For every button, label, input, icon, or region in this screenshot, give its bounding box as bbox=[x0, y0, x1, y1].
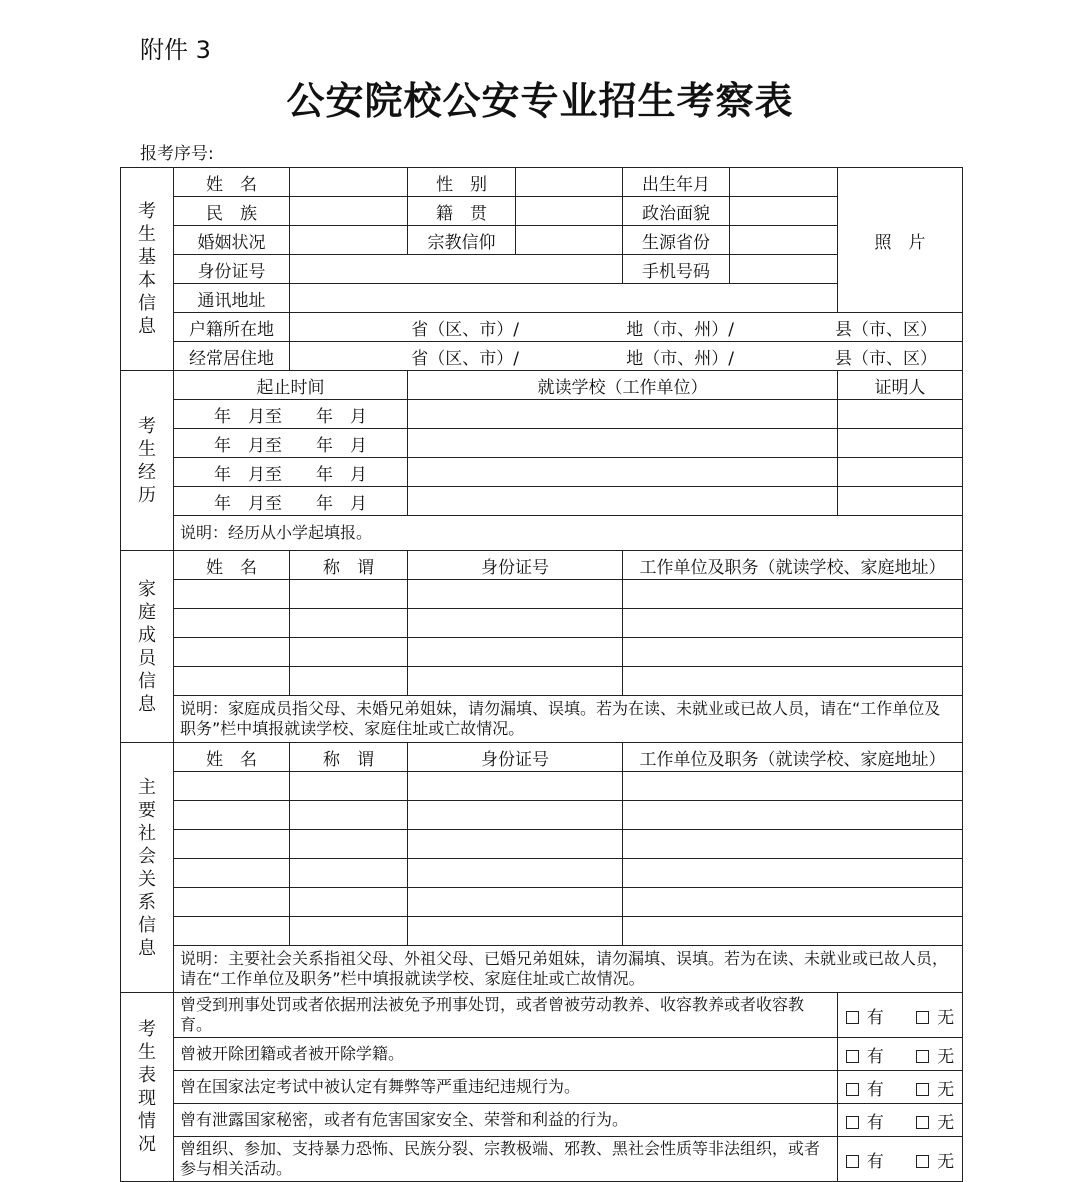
addr-county: 县（市、区） bbox=[835, 319, 937, 340]
phone-label: 手机号码 bbox=[623, 255, 730, 284]
social-work-field[interactable] bbox=[623, 830, 963, 859]
family-relation-field[interactable] bbox=[290, 609, 408, 638]
yes-checkbox[interactable]: 有 bbox=[846, 1042, 884, 1067]
col-time: 起止时间 bbox=[174, 371, 408, 400]
social-col-relation: 称 谓 bbox=[290, 743, 408, 772]
school-field[interactable] bbox=[408, 487, 838, 516]
family-row bbox=[121, 580, 963, 609]
social-work-field[interactable] bbox=[623, 859, 963, 888]
yes-checkbox[interactable]: 有 bbox=[846, 1147, 884, 1172]
date-range[interactable]: 年 月至 年 月 bbox=[174, 487, 408, 516]
social-id-field[interactable] bbox=[408, 917, 623, 946]
experience-row bbox=[121, 487, 963, 516]
yes-no-choice bbox=[838, 993, 963, 1038]
social-col-name: 姓 名 bbox=[174, 743, 290, 772]
social-relation-field[interactable] bbox=[290, 888, 408, 917]
attachment-label: 附件 3 bbox=[140, 36, 211, 64]
social-id-field[interactable] bbox=[408, 830, 623, 859]
social-name-field[interactable] bbox=[174, 888, 290, 917]
social-row bbox=[121, 772, 963, 801]
social-id-field[interactable] bbox=[408, 801, 623, 830]
id-number-field[interactable] bbox=[290, 255, 623, 284]
date-range[interactable]: 年 月至 年 月 bbox=[174, 458, 408, 487]
family-work-field[interactable] bbox=[623, 638, 963, 667]
conduct-row bbox=[121, 1038, 963, 1071]
birth-label: 出生年月 bbox=[623, 168, 730, 197]
yes-checkbox[interactable]: 有 bbox=[846, 1075, 884, 1100]
social-name-field[interactable] bbox=[174, 917, 290, 946]
social-row bbox=[121, 917, 963, 946]
section-social: 主要社会关系信息 bbox=[121, 743, 174, 993]
social-relation-field[interactable] bbox=[290, 801, 408, 830]
family-col-relation: 称 谓 bbox=[290, 551, 408, 580]
school-field[interactable] bbox=[408, 400, 838, 429]
family-col-work: 工作单位及职务（就读学校、家庭地址） bbox=[623, 551, 963, 580]
residence-field[interactable] bbox=[290, 342, 963, 371]
social-row bbox=[121, 830, 963, 859]
conduct-row bbox=[121, 1071, 963, 1104]
social-id-field[interactable] bbox=[408, 859, 623, 888]
addr-province: 省（区、市）/ bbox=[411, 319, 519, 340]
family-name-field[interactable] bbox=[174, 667, 290, 696]
name-field[interactable] bbox=[290, 168, 408, 197]
serial-number-label: 报考序号: bbox=[140, 144, 214, 164]
addr-city: 地（市、州）/ bbox=[626, 319, 734, 340]
yes-no-choice bbox=[838, 1071, 963, 1104]
family-row bbox=[121, 609, 963, 638]
gender-label: 性 别 bbox=[408, 168, 516, 197]
social-name-field[interactable] bbox=[174, 830, 290, 859]
political-label: 政治面貌 bbox=[623, 197, 730, 226]
household-field[interactable] bbox=[290, 313, 963, 342]
family-id-field[interactable] bbox=[408, 638, 623, 667]
checkbox-icon bbox=[916, 1083, 929, 1096]
conduct-item: 曾被开除团籍或者被开除学籍。 bbox=[174, 1038, 838, 1071]
source-province-label: 生源省份 bbox=[623, 226, 730, 255]
checkbox-icon bbox=[916, 1116, 929, 1129]
social-name-field[interactable] bbox=[174, 772, 290, 801]
no-checkbox[interactable]: 无 bbox=[916, 1147, 954, 1172]
social-row bbox=[121, 888, 963, 917]
conduct-item: 曾在国家法定考试中被认定有舞弊等严重违纪违规行为。 bbox=[174, 1071, 838, 1104]
addr-province: 省（区、市）/ bbox=[411, 348, 519, 369]
religion-label: 宗教信仰 bbox=[408, 226, 516, 255]
social-relation-field[interactable] bbox=[290, 772, 408, 801]
gender-field[interactable] bbox=[516, 168, 623, 197]
family-work-field[interactable] bbox=[623, 580, 963, 609]
photo-box[interactable]: 照 片 bbox=[838, 168, 963, 313]
household-label: 户籍所在地 bbox=[174, 313, 290, 342]
address-label: 通讯地址 bbox=[174, 284, 290, 313]
residence-label: 经常居住地 bbox=[174, 342, 290, 371]
social-note: 说明：主要社会关系指祖父母、外祖父母、已婚兄弟姐妹，请勿漏填、误填。若为在读、未就业或已故人员，请在“工作单位及职务”栏中填报就读学校、家庭住址或亡故情况。 bbox=[174, 946, 963, 993]
source-province-field[interactable] bbox=[730, 226, 838, 255]
checkbox-icon bbox=[846, 1116, 859, 1129]
date-range[interactable]: 年 月至 年 月 bbox=[174, 400, 408, 429]
school-field[interactable] bbox=[408, 458, 838, 487]
ethnicity-field[interactable] bbox=[290, 197, 408, 226]
social-work-field[interactable] bbox=[623, 772, 963, 801]
experience-note: 说明：经历从小学起填报。 bbox=[174, 516, 963, 551]
no-checkbox[interactable]: 无 bbox=[916, 1042, 954, 1067]
section-conduct: 考生表现情况 bbox=[121, 993, 174, 1182]
section-family: 家庭成员信息 bbox=[121, 551, 174, 743]
family-name-field[interactable] bbox=[174, 580, 290, 609]
no-checkbox[interactable]: 无 bbox=[916, 1075, 954, 1100]
family-row bbox=[121, 638, 963, 667]
checkbox-icon bbox=[846, 1155, 859, 1168]
social-row bbox=[121, 801, 963, 830]
col-school: 就读学校（工作单位） bbox=[408, 371, 838, 400]
family-col-id: 身份证号 bbox=[408, 551, 623, 580]
family-relation-field[interactable] bbox=[290, 580, 408, 609]
conduct-item: 曾有泄露国家秘密，或者有危害国家安全、荣誉和利益的行为。 bbox=[174, 1104, 838, 1137]
family-id-field[interactable] bbox=[408, 609, 623, 638]
checkbox-icon bbox=[846, 1011, 859, 1024]
social-col-work: 工作单位及职务（就读学校、家庭地址） bbox=[623, 743, 963, 772]
experience-row bbox=[121, 429, 963, 458]
checkbox-icon bbox=[846, 1050, 859, 1063]
social-relation-field[interactable] bbox=[290, 859, 408, 888]
addr-county: 县（市、区） bbox=[835, 348, 937, 369]
conduct-row bbox=[121, 1104, 963, 1137]
yes-no-choice bbox=[838, 1104, 963, 1137]
family-col-name: 姓 名 bbox=[174, 551, 290, 580]
social-row bbox=[121, 859, 963, 888]
address-field[interactable] bbox=[290, 284, 838, 313]
family-name-field[interactable] bbox=[174, 609, 290, 638]
family-relation-field[interactable] bbox=[290, 667, 408, 696]
yes-checkbox[interactable]: 有 bbox=[846, 1108, 884, 1133]
social-name-field[interactable] bbox=[174, 859, 290, 888]
social-work-field[interactable] bbox=[623, 888, 963, 917]
family-row bbox=[121, 667, 963, 696]
witness-field[interactable] bbox=[838, 458, 963, 487]
name-label: 姓 名 bbox=[174, 168, 290, 197]
checkbox-icon bbox=[916, 1050, 929, 1063]
family-work-field[interactable] bbox=[623, 609, 963, 638]
admission-review-form bbox=[120, 167, 963, 1182]
marital-label: 婚姻状况 bbox=[174, 226, 290, 255]
family-relation-field[interactable] bbox=[290, 638, 408, 667]
family-id-field[interactable] bbox=[408, 667, 623, 696]
school-field[interactable] bbox=[408, 429, 838, 458]
social-col-id: 身份证号 bbox=[408, 743, 623, 772]
conduct-item: 曾组织、参加、支持暴力恐怖、民族分裂、宗教极端、邪教、黑社会性质等非法组织，或者参与相关活动。 bbox=[174, 1137, 838, 1182]
birth-field[interactable] bbox=[730, 168, 838, 197]
family-note: 说明：家庭成员指父母、未婚兄弟姐妹，请勿漏填、误填。若为在读、未就业或已故人员，请在“工作单位及职务”栏中填报就读学校、家庭住址或亡故情况。 bbox=[174, 696, 963, 743]
form-title: 公安院校公安专业招生考察表 bbox=[286, 79, 794, 123]
social-id-field[interactable] bbox=[408, 772, 623, 801]
social-name-field[interactable] bbox=[174, 801, 290, 830]
political-field[interactable] bbox=[730, 197, 838, 226]
experience-row bbox=[121, 458, 963, 487]
marital-field[interactable] bbox=[290, 226, 408, 255]
conduct-item: 曾受到刑事处罚或者依据刑法被免予刑事处罚，或者曾被劳动教养、收容教养或者收容教育。 bbox=[174, 993, 838, 1038]
witness-field[interactable] bbox=[838, 429, 963, 458]
family-id-field[interactable] bbox=[408, 580, 623, 609]
native-place-label: 籍 贯 bbox=[408, 197, 516, 226]
id-number-label: 身份证号 bbox=[174, 255, 290, 284]
social-relation-field[interactable] bbox=[290, 917, 408, 946]
witness-field[interactable] bbox=[838, 487, 963, 516]
addr-city: 地（市、州）/ bbox=[626, 348, 734, 369]
family-work-field[interactable] bbox=[623, 667, 963, 696]
section-experience: 考生经历 bbox=[121, 371, 174, 551]
col-witness: 证明人 bbox=[838, 371, 963, 400]
social-work-field[interactable] bbox=[623, 801, 963, 830]
checkbox-icon bbox=[846, 1083, 859, 1096]
social-relation-field[interactable] bbox=[290, 830, 408, 859]
no-checkbox[interactable]: 无 bbox=[916, 1108, 954, 1133]
date-range[interactable]: 年 月至 年 月 bbox=[174, 429, 408, 458]
checkbox-icon bbox=[916, 1155, 929, 1168]
social-id-field[interactable] bbox=[408, 888, 623, 917]
experience-row bbox=[121, 400, 963, 429]
yes-checkbox[interactable]: 有 bbox=[846, 1003, 884, 1028]
checkbox-icon bbox=[916, 1011, 929, 1024]
social-work-field[interactable] bbox=[623, 917, 963, 946]
section-basic-info: 考生基本信息 bbox=[121, 168, 174, 371]
yes-no-choice bbox=[838, 1038, 963, 1071]
witness-field[interactable] bbox=[838, 400, 963, 429]
conduct-row bbox=[121, 993, 963, 1038]
family-name-field[interactable] bbox=[174, 638, 290, 667]
ethnicity-label: 民 族 bbox=[174, 197, 290, 226]
religion-field[interactable] bbox=[516, 226, 623, 255]
native-place-field[interactable] bbox=[516, 197, 623, 226]
no-checkbox[interactable]: 无 bbox=[916, 1003, 954, 1028]
phone-field[interactable] bbox=[730, 255, 838, 284]
